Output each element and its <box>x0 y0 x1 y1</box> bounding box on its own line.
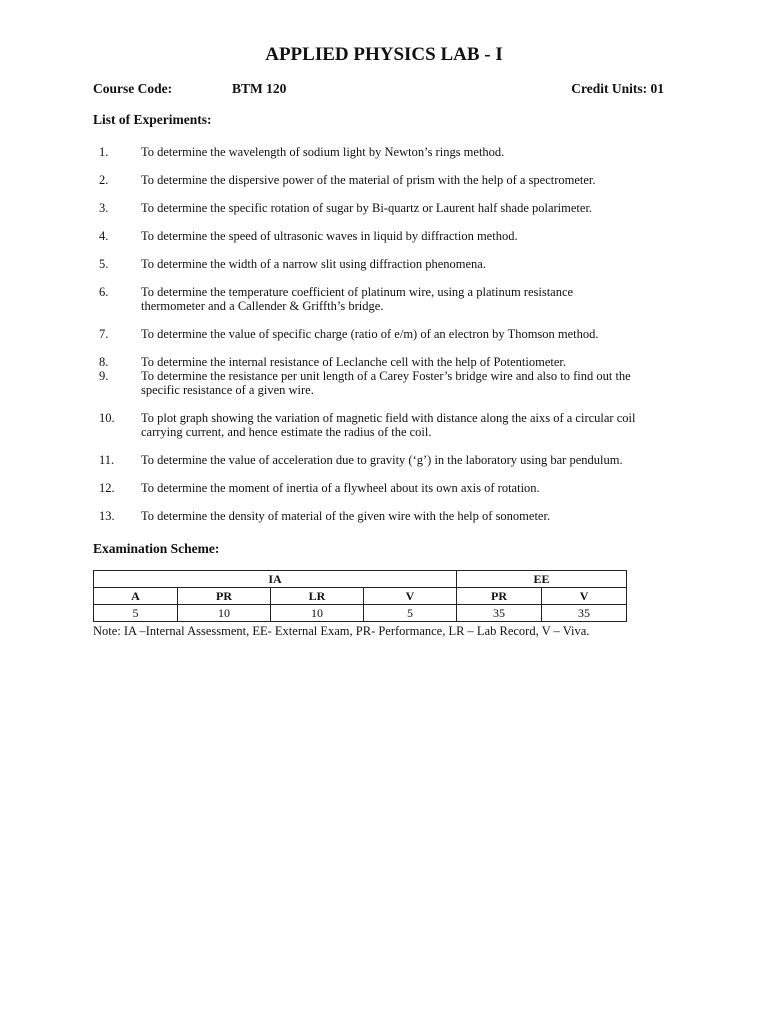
experiment-number: 5. <box>99 257 109 271</box>
table-group-ia: IA <box>94 571 457 588</box>
experiment-number: 8. <box>99 355 109 369</box>
table-header-row <box>94 588 627 605</box>
table-cell: 10 <box>178 605 271 622</box>
experiment-text: To determine the dispersive power of the material of prism with the help of a spectrometer. <box>141 173 596 187</box>
experiment-number: 10. <box>99 411 115 425</box>
experiment-number: 6. <box>99 285 109 299</box>
experiment-text: To determine the temperature coefficient of platinum wire, using a platinum resistance <box>141 285 574 299</box>
table-group-ee: EE <box>457 571 627 588</box>
experiment-text: To determine the value of acceleration due to gravity (‘g’) in the laboratory using bar pendulum. <box>141 453 623 467</box>
table-header-cell: A <box>94 588 178 605</box>
experiment-number: 2. <box>99 173 109 187</box>
table-row <box>94 605 627 622</box>
experiment-text: carrying current, and hence estimate the radius of the coil. <box>141 425 432 439</box>
experiment-text: To determine the specific rotation of sugar by Bi-quartz or Laurent half shade polarimeter. <box>141 201 593 215</box>
experiment-number: 11. <box>99 453 115 467</box>
experiment-text: specific resistance of a given wire. <box>141 383 314 397</box>
experiments-heading: List of Experiments: <box>93 112 212 127</box>
table-header-cell: PR <box>178 588 271 605</box>
table-header-cell: V <box>542 588 627 605</box>
experiment-text: To determine the wavelength of sodium light by Newton’s rings method. <box>141 145 505 159</box>
experiment-text: To determine the density of material of the given wire with the help of sonometer. <box>141 509 551 523</box>
experiment-text: To plot graph showing the variation of magnetic field with distance along the aixs of a circular coil <box>141 411 636 425</box>
experiment-text: thermometer and a Callender & Griffth’s bridge. <box>141 299 384 313</box>
experiment-number: 12. <box>99 481 115 495</box>
experiment-number: 9. <box>99 369 109 383</box>
experiment-number: 4. <box>99 229 109 243</box>
table-cell: 5 <box>364 605 457 622</box>
experiment-text: To determine the moment of inertia of a flywheel about its own axis of rotation. <box>141 481 540 495</box>
table-cell: 5 <box>94 605 178 622</box>
table-header-cell: V <box>364 588 457 605</box>
table-cell: 35 <box>457 605 542 622</box>
experiment-number: 13. <box>99 509 115 523</box>
page-title: APPLIED PHYSICS LAB - I <box>265 44 503 65</box>
experiment-text: To determine the resistance per unit length of a Carey Foster’s bridge wire and also to find out the <box>141 369 631 383</box>
experiment-text: To determine the width of a narrow slit using diffraction phenomena. <box>141 257 486 271</box>
table-header-cell: LR <box>271 588 364 605</box>
experiment-number: 3. <box>99 201 109 215</box>
experiment-number: 1. <box>99 145 109 159</box>
course-code-label: Course Code: <box>93 81 173 96</box>
table-header-cell: PR <box>457 588 542 605</box>
experiment-text: To determine the value of specific charge (ratio of e/m) of an electron by Thomson method. <box>141 327 599 341</box>
credit-units: Credit Units: 01 <box>571 81 664 96</box>
table-cell: 10 <box>271 605 364 622</box>
table-group-row <box>94 571 627 588</box>
abbreviation-note: Note: IA –Internal Assessment, EE- External Exam, PR- Performance, LR – Lab Record, V – Viva. <box>93 624 590 638</box>
examination-heading: Examination Scheme: <box>93 541 220 556</box>
table-cell: 35 <box>542 605 627 622</box>
experiment-number: 7. <box>99 327 109 341</box>
experiment-text: To determine the internal resistance of Leclanche cell with the help of Potentiometer. <box>141 355 567 369</box>
course-code-value: BTM 120 <box>232 81 287 96</box>
examination-scheme-table <box>93 570 627 622</box>
experiment-text: To determine the speed of ultrasonic waves in liquid by diffraction method. <box>141 229 518 243</box>
